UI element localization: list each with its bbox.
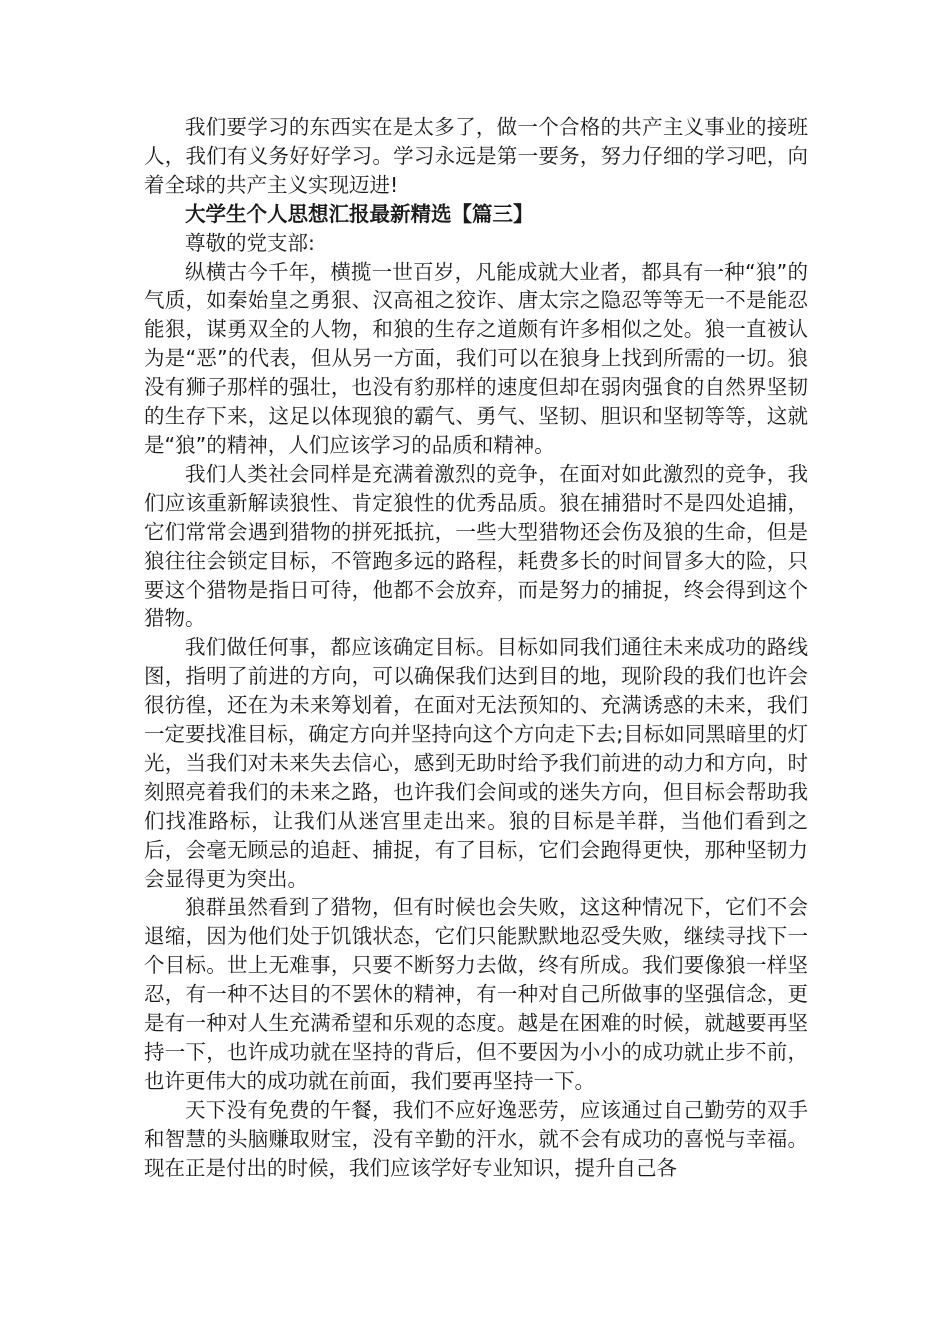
salutation: 尊敬的党支部: — [185, 230, 315, 255]
body-paragraph: 我们要学习的东西实在是太多了，做一个合格的共产主义事业的接班人，我们有义务好好学习。学习永远是第一要务，努力仔细的学习吧，向着全球的共产主义实现迈进! — [144, 115, 808, 197]
body-paragraph: 我们做任何事，都应该确定目标。目标如同我们通往未来成功的路线图，指明了前进的方向，可以确保我们达到目的地，现阶段的我们也许会很彷徨，还在为未来筹划着，在面对无法预知的、充满诱惑的未来，我们一定要找准目标，确定方向并坚持向这个方向走下去;目标如同黑暗里的灯光，当我们对未来失去信心，感到无助时给予我们前进的动力和方向，时刻照亮着我们的未来之路，也许我们会间或的迷失方向，但目标会帮助我们找准路标，让我们从迷宫里走出来。狼的目标是羊群，当他们看到之后，会毫无顾忌的追赶、捕捉，有了目标，它们会跑得更快，那种坚韧力会显得更为突出。 — [144, 635, 808, 891]
section-heading: 大学生个人思想汇报最新精选【篇三】 — [185, 201, 534, 226]
body-paragraph: 天下没有免费的午餐，我们不应好逸恶劳，应该通过自己勤劳的双手和智慧的头脑赚取财宝，没有辛勤的汗水，就不会有成功的喜悦与幸福。现在正是付出的时候，我们应该学好专业知识，提升自己各 — [144, 1097, 808, 1180]
body-paragraph: 纵横古今千年，横揽一世百岁，凡能成就大业者，都具有一种“狼”的气质，如秦始皇之勇狠、汉高祖之狡诈、唐太宗之隐忍等等无一不是能忍能狠，谋勇双全的人物，和狼的生存之道颇有许多相似之处。狼一直被认为是“恶”的代表，但从另一方面，我们可以在狼身上找到所需的一切。狼没有狮子那样的强壮，也没有豹那样的速度但却在弱肉强食的自然界坚韧的生存下来，这足以体现狼的霸气、勇气、坚韧、胆识和坚韧等等，这就是“狼”的精神，人们应该学习的品质和精神。 — [144, 259, 808, 457]
body-paragraph: 我们人类社会同样是充满着激烈的竞争，在面对如此激烈的竞争，我们应该重新解读狼性、肯定狼性的优秀品质。狼在捕猎时不是四处追捕，它们常常会遇到猎物的拼死抵抗，一些大型猎物还会伤及狼的生命，但是狼往往会锁定目标，不管跑多远的路程，耗费多长的时间冒多大的险，只要这个猎物是指日可待，他都不会放弃，而是努力的捕捉，终会得到这个猎物。 — [144, 461, 808, 631]
body-paragraph: 狼群虽然看到了猎物，但有时候也会失败，这这种情况下，它们不会退缩，因为他们处于饥饿状态，它们只能默默地忍受失败，继续寻找下一个目标。世上无难事，只要不断努力去做，终有所成。我们要像狼一样坚忍，有一种不达目的不罢休的精神，有一种对自己所做事的坚强信念，更是有一种对人生充满希望和乐观的态度。越是在困难的时候，就越要再坚持一下，也许成功就在坚持的背后，但不要因为小小的成功就止步不前，也许更伟大的成功就在前面，我们要再坚持一下。 — [144, 895, 808, 1093]
document-page — [144, 113, 808, 1183]
